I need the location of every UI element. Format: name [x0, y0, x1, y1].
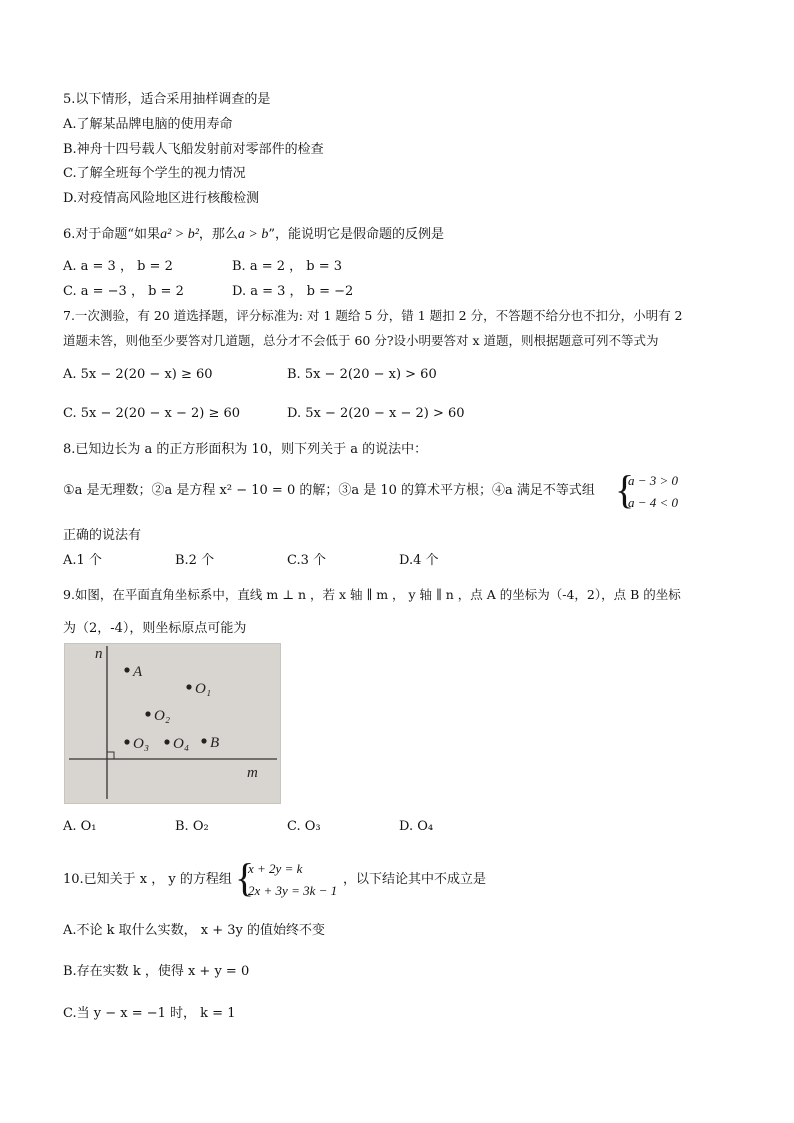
q7-option-d: D. 5x − 2(20 − x − 2) > 60 — [287, 406, 465, 421]
q5-stem: 5.以下情形，适合采用抽样调查的是 — [63, 92, 271, 107]
q10-system-brace: { — [235, 855, 255, 900]
q8-option-a: A.1 个 — [63, 553, 102, 568]
label-point-o2: O₂ — [154, 708, 171, 724]
label-n: n — [95, 646, 103, 662]
q7-line2: 道题未答，则他至少要答对几道题，总分才不会低于 60 分?设小明要答对 x 道题，则根据题意可列不等式为 — [63, 333, 659, 348]
q10-stem-post: ，以下结论其中不成立是 — [343, 872, 487, 887]
q6-stem: 6.对于命题“如果a² > b²，那么a > b”，能说明它是假命题的反例是 — [63, 227, 445, 242]
q8-option-c: C.3 个 — [287, 553, 327, 568]
q10-option-b: B.存在实数 k ，使得 x + y = 0 — [63, 964, 250, 979]
label-m: m — [247, 765, 258, 781]
q9-line1: 9.如图，在平面直角坐标系中，直线 m ⊥ n ，若 x 轴 ∥ m ， y 轴 ∥ n ，点 A 的坐标为（-4，2），点 B 的坐标 — [63, 587, 681, 602]
q10-stem-pre: 10.已知关于 x ， y 的方程组 — [63, 872, 232, 887]
label-point-a: A — [133, 664, 143, 680]
q8-system-line2: a − 4 < 0 — [628, 495, 679, 510]
q7-option-a: A. 5x − 2(20 − x) ≥ 60 — [63, 367, 213, 382]
q9-line2: 为（2，-4），则坐标原点可能为 — [63, 621, 247, 636]
q5-option-d: D.对疫情高风险地区进行核酸检测 — [63, 191, 260, 206]
q8-tail: 正确的说法有 — [63, 528, 142, 543]
point-o1 — [186, 684, 191, 689]
q8-statements: ①a 是无理数；②a 是方程 x² − 10 = 0 的解；③a 是 10 的算术平方根；④a 满足不等式组 — [63, 483, 595, 498]
q5-option-c: C.了解全班每个学生的视力情况 — [63, 166, 246, 181]
q10-system-line2: 2x + 3y = 3k − 1 — [248, 883, 338, 898]
point-o4 — [164, 739, 169, 744]
q5-option-a: A.了解某品牌电脑的使用寿命 — [63, 117, 233, 132]
q9-option-c: C. O₃ — [287, 819, 321, 834]
q6-option-a: A. a = 3 ， b = 2 — [63, 259, 173, 274]
q10-system-line1: x + 2y = k — [248, 861, 303, 876]
q10-option-a: A.不论 k 取什么实数， x + 3y 的值始终不变 — [63, 923, 326, 938]
q8-option-d: D.4 个 — [399, 553, 439, 568]
q8-option-b: B.2 个 — [175, 553, 215, 568]
label-point-o4: O₄ — [173, 736, 190, 752]
q6-option-b: B. a = 2 ， b = 3 — [232, 259, 343, 274]
q9-option-a: A. O₁ — [63, 819, 97, 834]
q8-system-line1: a − 3 > 0 — [628, 473, 679, 488]
label-point-o1: O₁ — [195, 681, 212, 697]
q9-figure — [64, 643, 281, 804]
label-point-b: B — [210, 735, 220, 751]
q8-system-brace: { — [615, 467, 635, 512]
q8-stem: 8.已知边长为 a 的正方形面积为 10，则下列关于 a 的说法中： — [63, 442, 428, 457]
q6-option-c: C. a = −3 ， b = 2 — [63, 284, 184, 299]
point-o2 — [145, 711, 150, 716]
label-point-o3: O₃ — [133, 736, 150, 752]
q9-option-d: D. O₄ — [399, 819, 434, 834]
q7-option-c: C. 5x − 2(20 − x − 2) ≥ 60 — [63, 406, 241, 421]
point-b — [201, 738, 206, 743]
q9-option-b: B. O₂ — [175, 819, 209, 834]
q6-option-d: D. a = 3 ， b = −2 — [232, 284, 354, 299]
point-o3 — [124, 739, 129, 744]
q7-option-b: B. 5x − 2(20 − x) > 60 — [287, 367, 437, 382]
point-a — [124, 667, 129, 672]
q5-option-b: B.神舟十四号载人飞船发射前对零部件的检查 — [63, 142, 324, 157]
q7-line1: 7.一次测验，有 20 道选择题，评分标准为: 对 1 题给 5 分，错 1 题扣 2 分，不答题不给分也不扣分，小明有 2 — [63, 308, 683, 323]
q10-option-c: C.当 y − x = −1 时， k = 1 — [63, 1006, 236, 1021]
